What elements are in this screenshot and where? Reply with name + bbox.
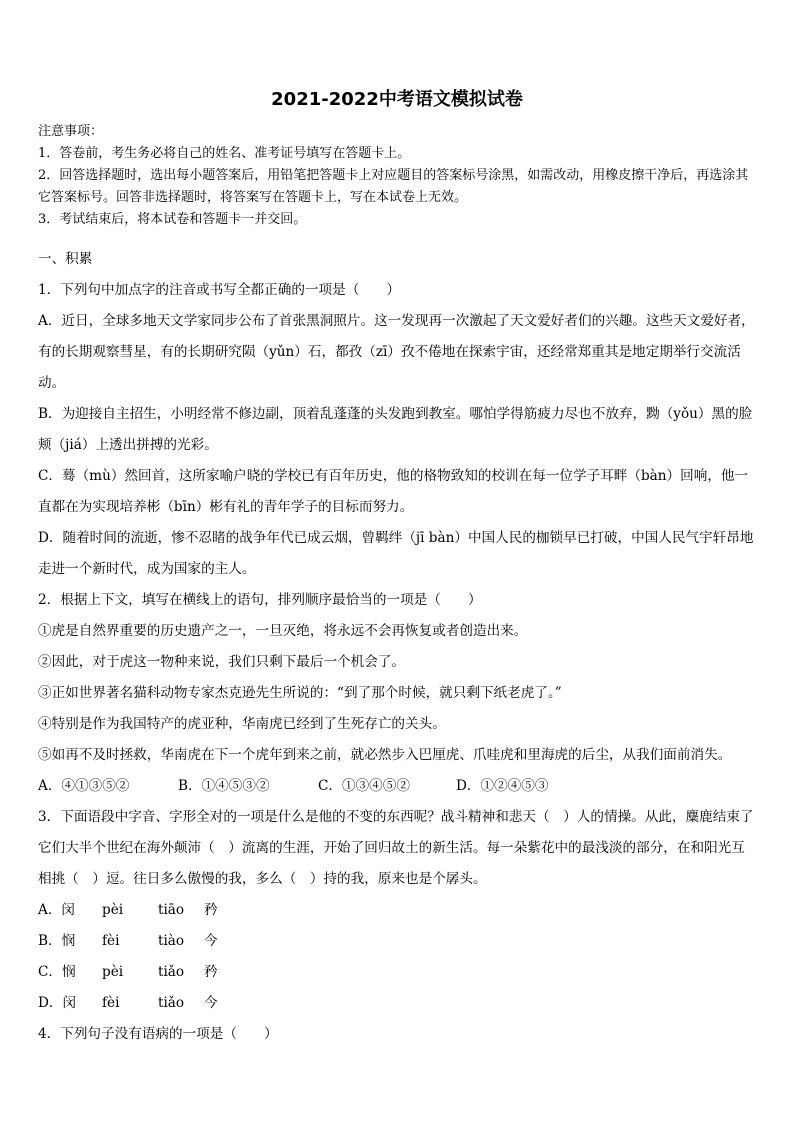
- notice-heading: 注意事项：: [38, 124, 104, 139]
- q1-option-a: A．近日，全球多地天文学家同步公布了首张黑洞照片。这一发现再一次激起了天文爱好者们的兴趣。这些天文爱好者，有的长期观察彗星，有的长期研究陨（yǔn）石，都孜（zī）孜不倦地在探索宇宙，还经常郑重其是地定期举行交流活动。: [38, 313, 755, 391]
- q4-stem: 4．下列句子没有语病的一项是（ ）: [38, 1026, 278, 1042]
- q3-option-c: [38, 957, 758, 988]
- q2-sentence: ①虎是自然界重要的历史遗产之一，一旦灭绝，将永远不会再恢复或者创造出来。: [38, 623, 528, 639]
- q3-option-word: 今: [204, 995, 218, 1011]
- q3-option-letter: D．闵: [38, 995, 77, 1011]
- q3-option-pinyin: tiǎo: [158, 995, 185, 1011]
- q1-stem: 1．下列句中加点字的注音或书写全都正确的一项是（ ）: [38, 282, 401, 298]
- notice-item: 2．回答选择题时，选出每小题答案后，用铅笔把答题卡上对应题目的答案标号涂黑，如需改动，用橡皮擦干净后，再选涂其它答案标号。回答非选择题时，将答案写在答题卡上，写在本试卷上无效。: [38, 168, 749, 205]
- q3-stem: 3．下面语段中字音、字形全对的一项是什么是他的不变的东西呢？战斗精神和悲天（ ）人的情操。从此，麋鹿结束了它们大半个世纪在海外颠沛（ ）流离的生涯，开始了回归故土的新生活。每一朵紫花中的最浅淡的部分，在和阳光互相挑（ ）逗。往日多么傲慢的我，多么（ ）持的我，原来也是个孱头。: [38, 809, 754, 887]
- q3-option-letter: C．悯: [38, 964, 76, 980]
- q3-option-pinyin: fèi: [102, 933, 120, 949]
- q3-option-word: 矜: [204, 902, 218, 918]
- q1-option-c: C．蓦（mù）然回首，这所家喻户晓的学校已有百年历史，他的格物致知的校训在每一位学子耳畔（bàn）回响，他一直都在为实现培养彬（bīn）彬有礼的青年学子的目标而努力。: [38, 468, 749, 515]
- q1-option-b: B．为迎接自主招生，小明经常不修边副，顶着乱蓬蓬的头发跑到教室。哪怕学得筋疲力尽也不放弃，黝（yǒu）黑的脸颊（jiá）上透出拼搏的光彩。: [38, 406, 753, 453]
- q3-option-letter: B．悯: [38, 933, 76, 949]
- q3-option-pinyin: pèi: [102, 902, 124, 918]
- q3-option-pinyin: pèi: [102, 964, 124, 980]
- q2-choice-a: A．④①③⑤②: [38, 778, 130, 794]
- questions: [38, 244, 758, 1050]
- section-heading: 一、积累: [38, 251, 93, 267]
- notice-item: 1．答卷前，考生务必将自己的姓名、准考证号填写在答题卡上。: [38, 146, 411, 161]
- q2-sentence: ②因此，对于虎这一物种来说，我们只剩下最后一个机会了。: [38, 654, 406, 670]
- page-title: 2021-2022中考语文模拟试卷: [271, 89, 523, 110]
- q3-option-word: 矜: [204, 964, 218, 980]
- q3-option-b: [38, 926, 758, 957]
- q2-stem: 2．根据上下文，填写在横线上的语句，排列顺序最恰当的一项是（ ）: [38, 592, 482, 608]
- q3-option-pinyin: tiǎo: [158, 964, 185, 980]
- q3-option-pinyin: tiào: [158, 933, 185, 949]
- q3-option-word: 今: [204, 933, 218, 949]
- q2-sentence: ⑤如再不及时拯救，华南虎在下一个虎年到来之前，就必然步入巴厘虎、爪哇虎和里海虎的后尘，从我们面前消失。: [38, 747, 732, 763]
- notice-section: [38, 121, 758, 231]
- q2-sentence: ③正如世界著名猫科动物专家杰克逊先生所说的：“到了那个时候，就只剩下纸老虎了。”: [38, 685, 562, 701]
- q2-choice-d: D．①②④⑤③: [456, 778, 549, 794]
- q3-option-d: [38, 988, 758, 1019]
- q2-choices: [38, 771, 758, 802]
- q3-option-a: [38, 895, 758, 926]
- q3-option-pinyin: fèi: [102, 995, 120, 1011]
- notice-item: 3．考试结束后，将本试卷和答题卡一并交回。: [38, 212, 307, 227]
- q2-sentence: ④特别是作为我国特产的虎亚种，华南虎已经到了生死存亡的关头。: [38, 716, 446, 732]
- q3-option-letter: A．闵: [38, 902, 76, 918]
- q3-option-pinyin: tiāo: [158, 902, 185, 918]
- q1-option-d: D．随着时间的流逝，惨不忍睹的战争年代已成云烟，曾羁绊（jī bàn）中国人民的枷锁早已打破，中国人民气宇轩昂地走进一个新时代，成为国家的主人。: [38, 530, 754, 577]
- q2-choice-c: C．①③④⑤②: [318, 778, 410, 794]
- q2-choice-b: B．①④⑤③②: [178, 778, 270, 794]
